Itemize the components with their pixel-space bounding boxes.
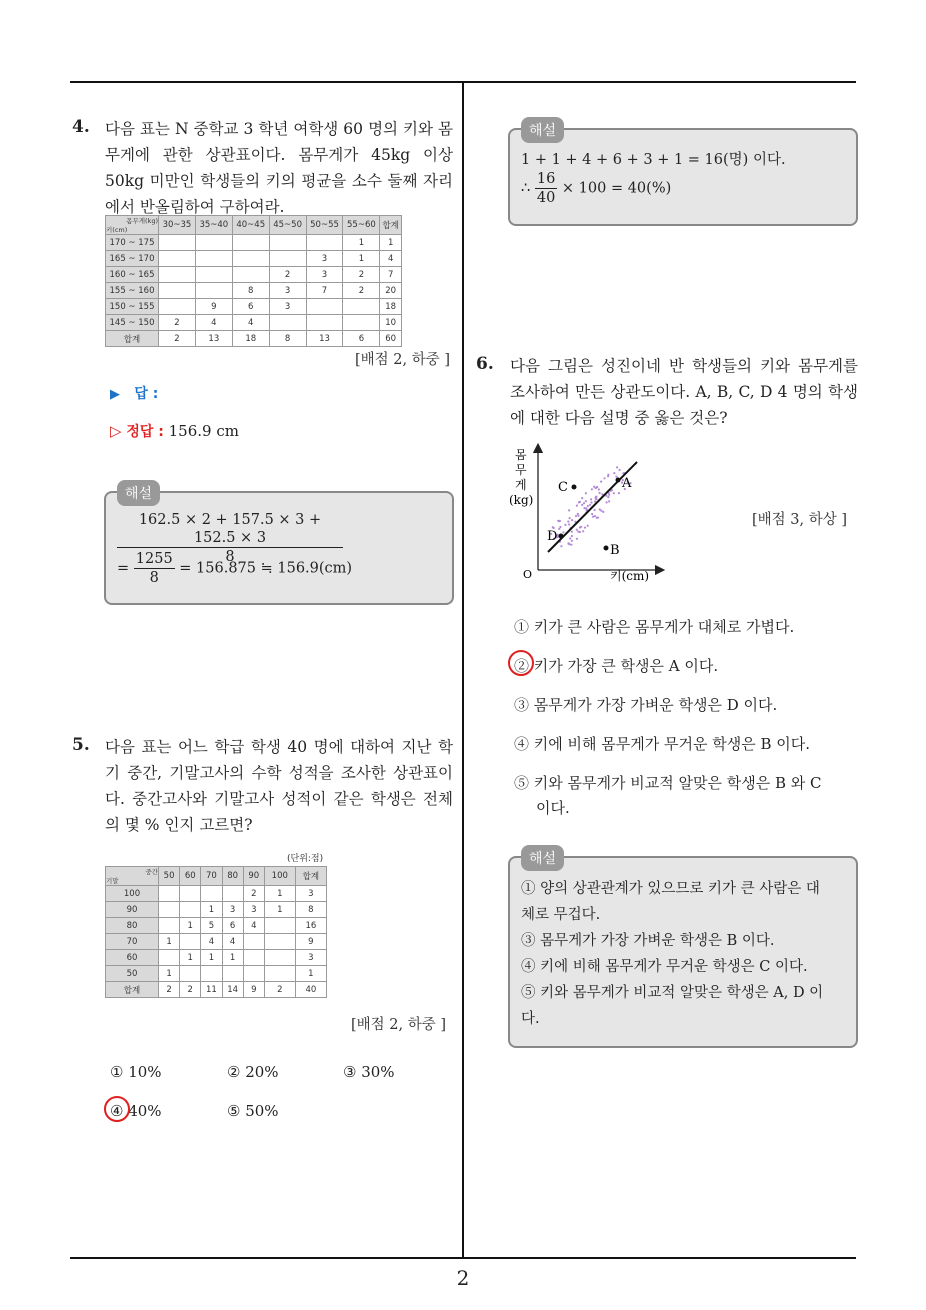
table-cell: 11	[201, 982, 222, 998]
table-cell: 2	[264, 982, 295, 998]
q6-solution-line: ⑤ 키와 몸무게가 비교적 알맞은 학생은 A, D 이	[521, 985, 824, 1001]
table-column-header: 55~60	[343, 216, 380, 235]
scatter-dot	[569, 537, 571, 539]
scatter-dot	[583, 507, 585, 509]
q4-solution-line2: = $\frac{1255}{8}$ = 156.875 ≒ 156.9(cm)	[117, 551, 353, 586]
table-column-header: 60	[180, 867, 201, 886]
scatter-dot	[579, 526, 581, 528]
scatter-dot	[596, 486, 598, 488]
point-a-dot	[616, 478, 621, 483]
q4-correct-label: 정답 :	[126, 424, 164, 440]
table-cell: 2	[159, 982, 180, 998]
table-row-header: 100	[106, 886, 159, 902]
table-cell: 1	[159, 934, 180, 950]
q6-solution-label: 해설	[521, 845, 564, 871]
q5-solution-label: 해설	[521, 117, 564, 143]
table-cell: 18	[232, 331, 269, 347]
table-cell	[243, 966, 264, 982]
table-cell: 1	[264, 886, 295, 902]
q5-solution-line2: ∴ $\frac{16}{40}$ × 100 = 40(%)	[521, 171, 672, 206]
point-a-label: A	[622, 476, 632, 491]
table-cell: 1	[295, 966, 326, 982]
question-4-number: 4.	[72, 117, 90, 137]
scatter-dot	[607, 475, 609, 477]
table-row	[106, 950, 327, 966]
table-cell: 5	[201, 918, 222, 934]
scatter-dot	[568, 509, 570, 511]
table-cell	[269, 251, 306, 267]
scatter-dot	[616, 466, 618, 468]
table-cell: 1	[343, 251, 380, 267]
table-row-header: 155 ~ 160	[106, 283, 159, 299]
table-cell: 4	[195, 315, 232, 331]
table-cell	[180, 934, 201, 950]
x-axis-label: 키(cm)	[610, 569, 650, 583]
table-row-header: 165 ~ 170	[106, 251, 159, 267]
table-cell	[195, 283, 232, 299]
table-cell	[159, 299, 196, 315]
table-cell: 1	[222, 950, 243, 966]
scatter-dot	[581, 497, 583, 499]
table-cell: 3	[269, 299, 306, 315]
table-row	[106, 982, 327, 998]
table-cell: 7	[380, 267, 402, 283]
scatter-dot	[582, 530, 584, 532]
scatter-dot	[571, 540, 573, 542]
q6-solution-text	[521, 876, 823, 1032]
point-b-label: B	[610, 543, 620, 558]
y-axis-unit: (kg)	[509, 493, 534, 507]
y-axis-label-2: 무	[515, 463, 527, 477]
scatter-dot	[587, 505, 589, 507]
scatter-dot	[564, 524, 566, 526]
q6-choice-4[interactable]: ④ 키에 비해 몸무게가 무거운 학생은 B 이다.	[514, 735, 811, 753]
question-4-text: 다음 표는 N 중학교 3 학년 여학생 60 명의 키와 몸무게에 관한 상관표이다. 몸무게가 45kg 이상 50kg 미만인 학생들의 키의 평균을 소수 둘째 자리에서 반올림하여 구하여라.	[105, 120, 453, 216]
q4-answer-label: 답 :	[134, 386, 159, 402]
table-row	[106, 299, 402, 315]
table-column-header: 합계	[295, 867, 326, 886]
scatter-dot	[559, 526, 561, 528]
scatter-dot	[576, 505, 578, 507]
table-column-header: 30~35	[159, 216, 196, 235]
table-cell: 8	[295, 902, 326, 918]
scatter-dot	[581, 504, 583, 506]
table-cell	[264, 950, 295, 966]
table-cell: 3	[306, 251, 343, 267]
scatter-dot	[615, 476, 617, 478]
table-row-header: 170 ~ 175	[106, 235, 159, 251]
table-corner-header: 몸무게(kg) 키(cm)	[106, 217, 158, 234]
scatter-dot	[584, 527, 586, 529]
table-row	[106, 886, 327, 902]
table-cell: 8	[232, 283, 269, 299]
table-cell	[180, 886, 201, 902]
scatter-dot	[567, 543, 569, 545]
table-row	[106, 251, 402, 267]
table-row-header: 90	[106, 902, 159, 918]
table-cell	[232, 267, 269, 283]
scatter-dot	[613, 472, 615, 474]
scatter-dot	[558, 528, 560, 530]
table-cell	[343, 299, 380, 315]
q4-score: [배점 2, 하중 ]	[355, 352, 451, 368]
scatter-dot	[599, 492, 601, 494]
q4-correlation-table	[105, 215, 402, 347]
table-cell: 4	[201, 934, 222, 950]
origin-label: O	[523, 568, 533, 581]
table-cell	[243, 934, 264, 950]
question-5-number: 5.	[72, 735, 90, 755]
table-cell	[159, 950, 180, 966]
question-6-number: 6.	[476, 354, 494, 374]
table-cell: 9	[243, 982, 264, 998]
table-cell: 18	[380, 299, 402, 315]
scatter-dot	[595, 496, 597, 498]
point-c-dot	[572, 485, 577, 490]
table-row-header: 160 ~ 165	[106, 267, 159, 283]
table-cell: 2	[269, 267, 306, 283]
scatter-dot	[590, 501, 592, 503]
q5-choice-2[interactable]: ② 20%	[227, 1063, 279, 1081]
table-cell: 16	[295, 918, 326, 934]
table-cell: 6	[232, 299, 269, 315]
table-cell: 14	[222, 982, 243, 998]
scatter-dot	[577, 531, 579, 533]
q6-solution-line: ④ 키에 비해 몸무게가 무거운 학생은 C 이다.	[521, 959, 808, 975]
scatter-dot	[567, 521, 569, 523]
table-column-header: 70	[201, 867, 222, 886]
scatter-dot	[583, 502, 585, 504]
point-b-dot	[604, 546, 609, 551]
table-cell	[195, 251, 232, 267]
table-cell	[343, 315, 380, 331]
table-row-header: 80	[106, 918, 159, 934]
q5-table-unit: (단위:점)	[287, 854, 324, 864]
table-row	[106, 918, 327, 934]
table-cell: 2	[243, 886, 264, 902]
scatter-dot	[600, 481, 602, 483]
scatter-dot	[570, 544, 572, 546]
table-row-header: 합계	[106, 331, 159, 347]
table-cell	[180, 966, 201, 982]
table-cell	[159, 918, 180, 934]
scatter-dot	[569, 517, 571, 519]
q5-choice-5[interactable]: ⑤ 50%	[227, 1102, 279, 1120]
q6-choice-2[interactable]: ② 키가 가장 큰 학생은 A 이다.	[514, 657, 719, 675]
table-row	[106, 235, 402, 251]
table-column-header: 90	[243, 867, 264, 886]
q6-choice-5-cont: 이다.	[536, 799, 570, 817]
table-cell: 2	[159, 315, 196, 331]
table-cell	[159, 235, 196, 251]
table-cell: 1	[343, 235, 380, 251]
table-cell: 1	[201, 902, 222, 918]
table-cell: 6	[343, 331, 380, 347]
scatter-dot	[592, 516, 594, 518]
point-d-dot	[559, 534, 564, 539]
scatter-dot	[571, 519, 573, 521]
column-divider	[462, 82, 464, 1259]
table-row-header: 합계	[106, 982, 159, 998]
table-column-header: 50	[159, 867, 180, 886]
q6-solution-line: ③ 몸무게가 가장 가벼운 학생은 B 이다.	[521, 933, 775, 949]
table-cell: 6	[222, 918, 243, 934]
scatter-dot	[594, 500, 596, 502]
scatter-dot	[585, 492, 587, 494]
table-cell: 7	[306, 283, 343, 299]
table-cell	[264, 966, 295, 982]
table-row-header: 70	[106, 934, 159, 950]
q6-solution-line: 체로 무겁다.	[521, 907, 601, 923]
table-column-header: 합계	[380, 216, 402, 235]
table-row	[106, 267, 402, 283]
scatter-dot	[571, 531, 573, 533]
scatter-dot	[613, 492, 615, 494]
scatter-dot	[576, 529, 578, 531]
scatter-dot	[591, 488, 593, 490]
table-cell	[195, 235, 232, 251]
table-column-header: 100	[264, 867, 295, 886]
q4-solution-label: 해설	[117, 480, 160, 506]
q4-answer-line: ▶ 답 :	[110, 386, 159, 402]
table-cell	[222, 966, 243, 982]
scatter-dot	[587, 525, 589, 527]
table-row-header: 50	[106, 966, 159, 982]
table-cell: 1	[380, 235, 402, 251]
table-cell: 1	[159, 966, 180, 982]
table-column-header: 40~45	[232, 216, 269, 235]
table-cell: 9	[295, 934, 326, 950]
q6-choice-3[interactable]: ③ 몸무게가 가장 가벼운 학생은 D 이다.	[514, 696, 778, 714]
table-cell	[269, 235, 306, 251]
table-cell	[306, 235, 343, 251]
table-cell	[264, 918, 295, 934]
q5-correlation-table	[105, 866, 327, 998]
scatter-dot	[585, 507, 587, 509]
scatter-dot	[589, 504, 591, 506]
scatter-dot	[598, 488, 600, 490]
q5-solution-line1: 1 + 1 + 4 + 6 + 3 + 1 = 16(명) 이다.	[521, 152, 786, 168]
table-cell	[159, 886, 180, 902]
table-row	[106, 331, 402, 347]
q5-selected-mark	[104, 1096, 130, 1122]
q5-choice-1[interactable]: ① 10%	[110, 1063, 162, 1081]
q4-solution-line1: $\frac{162.5 \times 2 + 157.5 \times 3 + 152.5 \times 3}{8}$	[117, 511, 343, 566]
q6-choice-1[interactable]: ① 키가 큰 사람은 몸무게가 대체로 가볍다.	[514, 618, 795, 636]
table-row-header: 145 ~ 150	[106, 315, 159, 331]
scatter-dot	[597, 517, 599, 519]
table-cell: 1	[180, 918, 201, 934]
scatter-dot	[577, 515, 579, 517]
scatter-dot	[557, 520, 559, 522]
question-6-text: 다음 그림은 성진이네 반 학생들의 키와 몸무게를 조사하여 만든 상관도이다. A, B, C, D 4 명의 학생에 대한 다음 설명 중 옳은 것은?	[510, 357, 858, 427]
table-cell: 20	[380, 283, 402, 299]
q6-solution-line: ① 양의 상관관계가 있으므로 키가 큰 사람은 대	[521, 881, 820, 897]
table-column-header: 50~55	[306, 216, 343, 235]
scatter-dot	[560, 545, 562, 547]
table-cell	[159, 267, 196, 283]
table-cell: 2	[343, 283, 380, 299]
q6-selected-mark	[508, 650, 534, 676]
table-cell: 3	[243, 902, 264, 918]
scatter-dot	[594, 515, 596, 517]
table-row	[106, 934, 327, 950]
table-cell: 60	[380, 331, 402, 347]
table-cell: 1	[264, 902, 295, 918]
table-cell: 3	[306, 267, 343, 283]
table-cell: 13	[306, 331, 343, 347]
table-cell: 13	[195, 331, 232, 347]
point-d-label: D	[547, 529, 558, 544]
table-cell: 1	[201, 950, 222, 966]
table-cell: 3	[269, 283, 306, 299]
q5-choice-3[interactable]: ③ 30%	[343, 1063, 395, 1081]
table-row	[106, 283, 402, 299]
scatter-dot	[619, 469, 621, 471]
bottom-rule	[70, 1257, 856, 1259]
table-row-header: 60	[106, 950, 159, 966]
q6-solution-line: 다.	[521, 1011, 540, 1027]
table-cell	[232, 235, 269, 251]
table-cell	[243, 950, 264, 966]
scatter-dot	[595, 498, 597, 500]
table-cell	[232, 251, 269, 267]
scatter-dot	[585, 500, 587, 502]
table-cell	[306, 315, 343, 331]
table-cell: 4	[222, 934, 243, 950]
table-cell: 40	[295, 982, 326, 998]
y-axis-label-3: 게	[515, 478, 527, 492]
table-cell: 4	[380, 251, 402, 267]
scatter-dot	[602, 511, 604, 513]
table-cell: 10	[380, 315, 402, 331]
table-cell: 3	[295, 886, 326, 902]
table-cell: 2	[159, 331, 196, 347]
table-cell	[159, 251, 196, 267]
table-cell	[264, 934, 295, 950]
q4-correct-line: ▷ 정답 : 156.9 cm	[110, 422, 239, 440]
table-cell	[159, 902, 180, 918]
point-c-label: C	[558, 480, 568, 495]
table-cell	[201, 966, 222, 982]
y-axis-label-1: 몸	[515, 448, 527, 462]
table-corner-header: 중간 기말	[106, 868, 158, 885]
table-row	[106, 315, 402, 331]
table-cell	[306, 299, 343, 315]
question-5-text: 다음 표는 어느 학급 학생 40 명에 대하여 지난 학기 중간, 기말고사의 수학 성적을 조사한 상관표이다. 중간고사와 기말고사 성적이 같은 학생은 전체의 몇 % 인지 고르면?	[105, 738, 453, 834]
table-cell	[222, 886, 243, 902]
scatter-dot	[591, 513, 593, 515]
table-cell	[180, 902, 201, 918]
table-cell: 1	[180, 950, 201, 966]
table-row	[106, 966, 327, 982]
table-cell: 2	[180, 982, 201, 998]
q6-scatter-diagram	[508, 442, 668, 590]
scatter-dot	[576, 538, 578, 540]
table-cell	[195, 267, 232, 283]
q5-choice-4[interactable]: ④ 40%	[110, 1102, 162, 1120]
q5-score: [배점 2, 하중 ]	[351, 1017, 447, 1033]
scatter-dot	[575, 515, 577, 517]
scatter-dot	[571, 535, 573, 537]
table-row	[106, 902, 327, 918]
table-cell: 4	[232, 315, 269, 331]
scatter-dot	[607, 496, 609, 498]
page-number: 2	[456, 1266, 470, 1290]
scatter-dot	[618, 492, 620, 494]
scatter-dot	[606, 501, 608, 503]
scatter-dot	[562, 531, 564, 533]
table-cell: 2	[343, 267, 380, 283]
q6-choice-5[interactable]: ⑤ 키와 몸무게가 비교적 알맞은 학생은 B 와 C	[514, 774, 822, 792]
q4-correct-value: 156.9 cm	[168, 422, 239, 440]
scatter-dot	[608, 500, 610, 502]
table-cell	[201, 886, 222, 902]
table-row-header: 150 ~ 155	[106, 299, 159, 315]
table-cell	[159, 283, 196, 299]
table-column-header: 45~50	[269, 216, 306, 235]
table-cell	[269, 315, 306, 331]
table-cell: 4	[243, 918, 264, 934]
scatter-dot	[590, 498, 592, 500]
q6-score: [배점 3, 하상 ]	[752, 512, 848, 528]
table-cell: 3	[295, 950, 326, 966]
table-column-header: 35~40	[195, 216, 232, 235]
scatter-dot	[600, 510, 602, 512]
scatter-dot	[603, 477, 605, 479]
scatter-dot	[578, 501, 580, 503]
table-cell: 9	[195, 299, 232, 315]
scatter-dot	[568, 523, 570, 525]
table-cell: 3	[222, 902, 243, 918]
table-column-header: 80	[222, 867, 243, 886]
scatter-dot	[594, 509, 596, 511]
table-cell: 8	[269, 331, 306, 347]
